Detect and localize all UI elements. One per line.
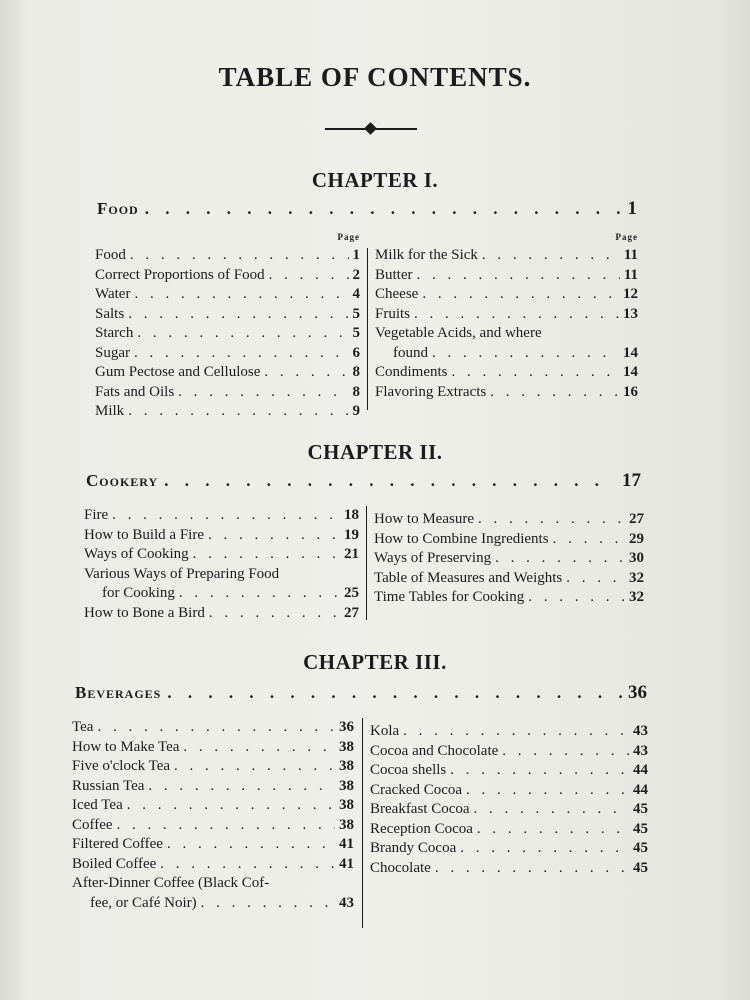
toc-entry <box>375 285 638 305</box>
entry-page: 5 <box>352 325 360 341</box>
entry-label: Brandy Cocoa <box>370 840 457 856</box>
page-column-header: Page <box>615 232 638 242</box>
chapter-3-right-column <box>370 722 648 878</box>
chapter-3-left-column <box>72 718 354 913</box>
toc-entry <box>375 383 638 403</box>
chapter-2-left-column <box>84 506 359 623</box>
entry-label: After-Dinner Coffee (Black Cof- <box>72 875 270 891</box>
toc-entry <box>370 859 648 879</box>
leader-dots <box>432 344 619 364</box>
leader-dots <box>117 816 335 836</box>
entry-page: 45 <box>633 840 648 856</box>
toc-entry <box>84 584 359 604</box>
entry-label: Starch <box>95 325 134 341</box>
entry-page: 38 <box>339 738 354 755</box>
entry-page: 11 <box>623 266 638 283</box>
toc-entry <box>370 800 648 820</box>
chapter-1-right-column <box>375 232 638 402</box>
section-page: 17 <box>622 470 641 491</box>
entry-label: Milk for the Sick <box>375 247 478 263</box>
leader-dots <box>474 800 629 820</box>
entry-page: 1 <box>352 247 360 263</box>
toc-entry <box>72 855 354 875</box>
leader-dots <box>112 506 340 526</box>
toc-entry <box>374 549 644 569</box>
leader-dots <box>128 305 348 325</box>
leader-dots <box>502 742 629 762</box>
entry-page: 38 <box>339 777 354 794</box>
toc-entry <box>84 506 359 526</box>
toc-entry <box>375 344 638 364</box>
entry-label: Boiled Coffee <box>72 855 157 872</box>
leader-dots <box>460 839 629 859</box>
entry-page: 6 <box>352 344 360 361</box>
section-page: 1 <box>627 198 637 219</box>
toc-entry <box>72 894 354 914</box>
entry-page: 44 <box>633 762 648 778</box>
entry-page: 25 <box>344 585 359 601</box>
entry-page: 8 <box>352 364 360 380</box>
entry-page: 27 <box>344 604 359 621</box>
leader-dots <box>134 285 348 305</box>
leader-dots <box>178 383 348 403</box>
leader-dots <box>167 835 335 855</box>
entry-page: 19 <box>344 526 359 543</box>
entry-page: 5 <box>352 305 360 322</box>
entry-label: Five o'clock Tea <box>72 758 171 774</box>
entry-page: 45 <box>633 859 648 876</box>
toc-entry <box>375 266 638 286</box>
chapter-1-heading: CHAPTER I. <box>311 168 439 192</box>
leader-dots <box>145 199 622 219</box>
entry-label: Russian Tea <box>72 777 145 794</box>
toc-entry <box>375 324 638 344</box>
leader-dots <box>450 761 629 781</box>
toc-entry <box>375 363 638 383</box>
entry-label: Breakfast Cocoa <box>370 801 470 817</box>
entry-label: Coffee <box>72 816 113 833</box>
chapter-1-left-column <box>95 232 360 422</box>
entry-label: Cocoa and Chocolate <box>370 742 499 759</box>
leader-dots <box>167 683 622 703</box>
entry-page: 38 <box>339 797 354 813</box>
entry-label: Cocoa shells <box>370 762 447 778</box>
toc-entry <box>72 835 354 855</box>
leader-dots <box>269 266 349 286</box>
entry-label: Flavoring Extracts <box>375 383 487 400</box>
entry-label: Butter <box>375 266 413 283</box>
entry-label: Tea <box>72 719 94 735</box>
leader-dots <box>452 363 619 383</box>
leader-dots <box>482 246 620 266</box>
entry-page: 29 <box>629 530 644 547</box>
toc-entry <box>95 324 360 344</box>
leader-dots <box>130 246 349 266</box>
toc-entry <box>84 545 359 565</box>
toc-entry <box>95 305 360 325</box>
chapter-3-heading: CHAPTER III. <box>303 650 447 674</box>
entry-page: 43 <box>339 894 354 911</box>
entry-label: Water <box>95 286 131 302</box>
toc-entry <box>84 526 359 546</box>
toc-entry <box>95 363 360 383</box>
toc-entry <box>84 604 359 624</box>
entry-page: 44 <box>633 781 648 798</box>
toc-entry <box>370 722 648 742</box>
entry-label: Reception Cocoa <box>370 820 473 837</box>
entry-label: Correct Proportions of Food <box>95 266 265 283</box>
entry-page: 43 <box>633 742 648 759</box>
entry-label: How to Make Tea <box>72 738 180 755</box>
entry-label: Various Ways of Preparing Food <box>84 565 280 582</box>
leader-dots <box>208 526 340 546</box>
toc-entry <box>72 757 354 777</box>
leader-dots <box>478 510 625 530</box>
leader-dots <box>174 757 335 777</box>
entry-page: 45 <box>633 801 648 817</box>
leader-dots <box>201 894 335 914</box>
leader-dots <box>528 588 625 608</box>
entry-label: fee, or Café Noir) <box>90 894 197 911</box>
leader-dots <box>148 777 335 797</box>
toc-entry <box>95 266 360 286</box>
entry-page: 43 <box>633 723 648 739</box>
toc-entry <box>72 777 354 797</box>
entry-page: 11 <box>623 247 638 263</box>
entry-label: Kola <box>370 723 400 739</box>
entry-label: Filtered Coffee <box>72 836 163 852</box>
toc-entry <box>95 344 360 364</box>
entry-page: 18 <box>344 507 359 523</box>
toc-entry <box>370 781 648 801</box>
leader-dots <box>97 718 335 738</box>
entry-page: 38 <box>339 758 354 774</box>
entry-page: 32 <box>629 569 644 586</box>
entry-label: Table of Measures and Weights <box>374 569 563 586</box>
entry-page: 16 <box>623 383 638 400</box>
entry-label: Milk <box>95 403 125 419</box>
toc-entry <box>72 796 354 816</box>
toc-entry <box>370 839 648 859</box>
title-ornament <box>325 127 417 131</box>
column-divider <box>366 506 367 620</box>
toc-entry <box>84 565 359 585</box>
leader-dots <box>183 738 335 758</box>
leader-dots <box>466 781 629 801</box>
entry-label: Vegetable Acids, and where <box>375 325 542 341</box>
toc-entry <box>374 510 644 530</box>
entry-label: Fats and Oils <box>95 383 175 400</box>
toc-entry <box>370 820 648 840</box>
toc-entry <box>374 588 644 608</box>
toc-entry <box>72 816 354 836</box>
chapter-3-section <box>75 682 647 704</box>
entry-label: Ways of Preserving <box>374 550 492 566</box>
entry-label: found <box>393 344 428 361</box>
chapter-2-heading: CHAPTER II. <box>307 440 443 464</box>
entry-label: Gum Pectose and Cellulose <box>95 364 261 380</box>
leader-dots <box>414 305 619 325</box>
entry-page: 21 <box>344 546 359 562</box>
page-title: TABLE OF CONTENTS. <box>218 62 532 92</box>
toc-entry <box>95 402 360 422</box>
chapter-2-section <box>86 470 641 492</box>
entry-page: 38 <box>339 816 354 833</box>
entry-label: Chocolate <box>370 859 431 876</box>
toc-entry <box>375 305 638 325</box>
entry-label: Cracked Cocoa <box>370 781 463 798</box>
leader-dots <box>160 855 335 875</box>
entry-page: 12 <box>623 286 638 302</box>
leader-dots <box>164 471 616 491</box>
toc-entry <box>370 761 648 781</box>
entry-label: Sugar <box>95 344 130 361</box>
leader-dots <box>477 820 629 840</box>
entry-label: Salts <box>95 305 125 322</box>
entry-page: 32 <box>629 589 644 605</box>
toc-entry <box>370 742 648 762</box>
entry-page: 14 <box>623 344 638 361</box>
entry-page: 41 <box>339 836 354 852</box>
entry-page: 27 <box>629 511 644 527</box>
entry-page: 13 <box>623 305 638 322</box>
leader-dots <box>264 363 348 383</box>
entry-page: 2 <box>352 266 360 283</box>
leader-dots <box>490 383 619 403</box>
leader-dots <box>435 859 629 879</box>
leader-dots <box>134 344 349 364</box>
chapter-1-section <box>97 198 637 220</box>
entry-label: How to Bone a Bird <box>84 604 205 621</box>
leader-dots <box>128 402 348 422</box>
entry-label: Ways of Cooking <box>84 546 189 562</box>
toc-entry <box>95 383 360 403</box>
section-title: Food <box>97 199 139 218</box>
leader-dots <box>179 584 340 604</box>
entry-label: Time Tables for Cooking <box>374 589 525 605</box>
section-title: Beverages <box>75 683 162 702</box>
entry-label: How to Build a Fire <box>84 526 204 543</box>
leader-dots <box>495 549 625 569</box>
entry-page: 45 <box>633 820 648 837</box>
leader-dots <box>193 545 340 565</box>
entry-label: How to Combine Ingredients <box>374 530 549 547</box>
toc-entry <box>374 569 644 589</box>
entry-page: 36 <box>339 719 354 735</box>
entry-page: 14 <box>623 364 638 380</box>
leader-dots <box>566 569 625 589</box>
column-divider <box>362 718 363 928</box>
entry-label: Fire <box>84 507 109 523</box>
toc-entry <box>72 718 354 738</box>
entry-page: 41 <box>339 855 354 872</box>
section-title: Cookery <box>86 471 159 490</box>
toc-entry <box>95 246 360 266</box>
entry-label: for Cooking <box>102 585 175 601</box>
entry-label: Cheese <box>375 286 419 302</box>
column-divider <box>367 248 368 410</box>
entry-page: 8 <box>352 383 360 400</box>
leader-dots <box>137 324 348 344</box>
toc-entry <box>375 246 638 266</box>
entry-page: 4 <box>352 286 360 302</box>
section-page: 36 <box>628 682 647 703</box>
entry-page: 30 <box>629 550 644 566</box>
toc-entry <box>72 874 354 894</box>
entry-page: 9 <box>352 403 360 419</box>
page-column-header: Page <box>337 232 360 242</box>
toc-entry <box>95 285 360 305</box>
leader-dots <box>403 722 629 742</box>
leader-dots <box>209 604 340 624</box>
chapter-2-right-column <box>374 510 644 608</box>
leader-dots <box>127 796 335 816</box>
leader-dots <box>553 530 625 550</box>
toc-entry <box>374 530 644 550</box>
ornament-diamond-icon <box>364 122 377 135</box>
entry-label: Fruits <box>375 305 411 322</box>
toc-entry <box>72 738 354 758</box>
entry-label: How to Measure <box>374 511 474 527</box>
entry-label: Food <box>95 247 126 263</box>
entry-label: Iced Tea <box>72 797 123 813</box>
entry-label: Condiments <box>375 364 448 380</box>
leader-dots <box>422 285 619 305</box>
leader-dots <box>417 266 620 286</box>
